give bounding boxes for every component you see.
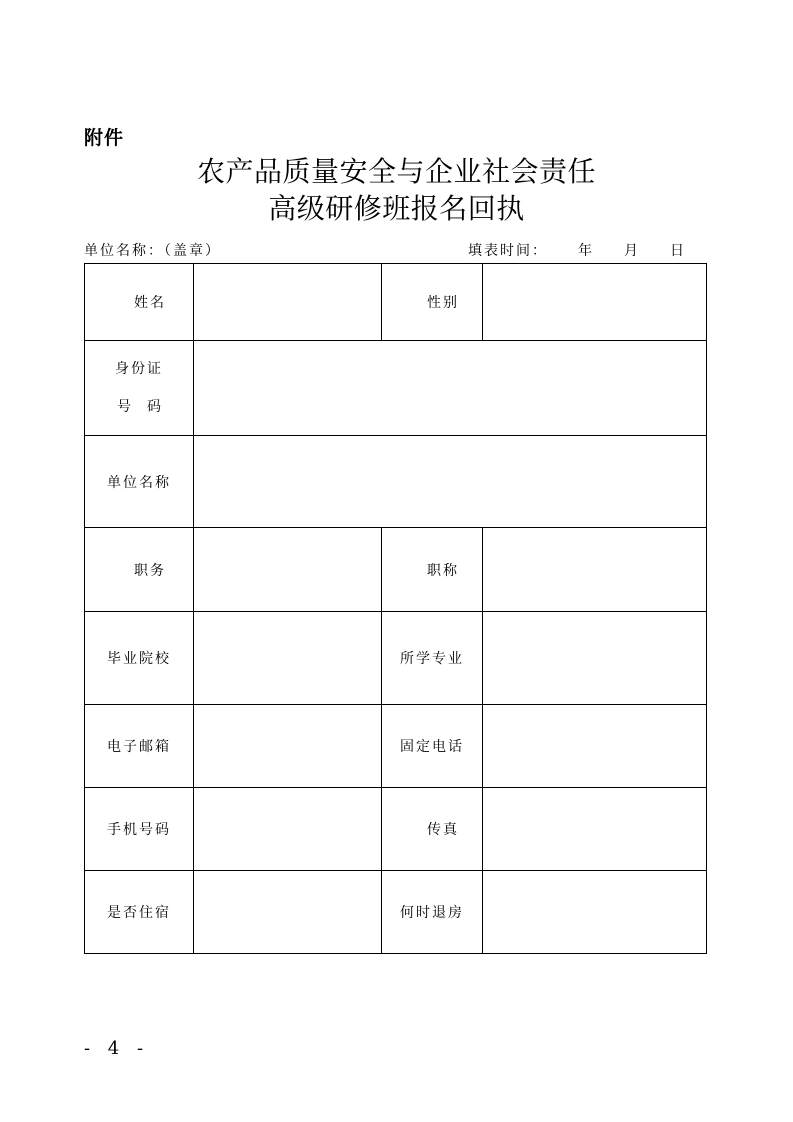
lodging-field[interactable] [194, 871, 382, 954]
checkout-field[interactable] [483, 871, 707, 954]
email-field[interactable] [194, 705, 382, 788]
gender-field[interactable] [483, 264, 707, 341]
landline-field[interactable] [483, 705, 707, 788]
fax-label: 传真 [382, 788, 483, 871]
form-row-mobile [85, 788, 707, 871]
fill-date [468, 240, 686, 260]
school-field[interactable] [194, 612, 382, 705]
email-label: 电子邮箱 [85, 705, 194, 788]
landline-label: 固定电话 [382, 705, 483, 788]
registration-form-table [84, 263, 707, 954]
fill-date-label: 填表时间： [468, 243, 548, 259]
mobile-label: 手机号码 [85, 788, 194, 871]
unit-name-seal-label: 单位名称：（盖章） [84, 243, 221, 259]
position-label: 职务 [85, 528, 194, 612]
month-label: 月 [624, 243, 640, 259]
id-label-line-1: 身份证 [115, 361, 163, 377]
attachment-label: 附件 [84, 127, 125, 149]
gender-label: 性别 [382, 264, 483, 341]
lodging-label: 是否住宿 [85, 871, 194, 954]
id-number-label [85, 341, 194, 436]
fax-field[interactable] [483, 788, 707, 871]
form-row-position [85, 528, 707, 612]
professional-title-field[interactable] [483, 528, 707, 612]
unit-name-field[interactable] [194, 436, 707, 528]
school-label: 毕业院校 [85, 612, 194, 705]
form-row-school [85, 612, 707, 705]
page-number: - 4 - [84, 1038, 150, 1059]
id-number-field[interactable] [194, 341, 707, 436]
form-row-unit [85, 436, 707, 528]
document-title-line-2: 高级研修班报名回执 [268, 192, 525, 225]
name-field[interactable] [194, 264, 382, 341]
form-row-name [85, 264, 707, 341]
unit-name-label: 单位名称 [85, 436, 194, 528]
position-field[interactable] [194, 528, 382, 612]
checkout-label: 何时退房 [382, 871, 483, 954]
form-row-contact [85, 705, 707, 788]
year-label: 年 [578, 243, 594, 259]
form-row-id [85, 341, 707, 436]
major-label: 所学专业 [382, 612, 483, 705]
form-row-lodging [85, 871, 707, 954]
document-title-line-1: 农产品质量安全与企业社会责任 [196, 155, 596, 188]
name-label: 姓名 [85, 264, 194, 341]
day-label: 日 [670, 243, 686, 259]
mobile-field[interactable] [194, 788, 382, 871]
major-field[interactable] [483, 612, 707, 705]
professional-title-label: 职称 [382, 528, 483, 612]
id-label-line-2: 号码 [117, 399, 177, 415]
